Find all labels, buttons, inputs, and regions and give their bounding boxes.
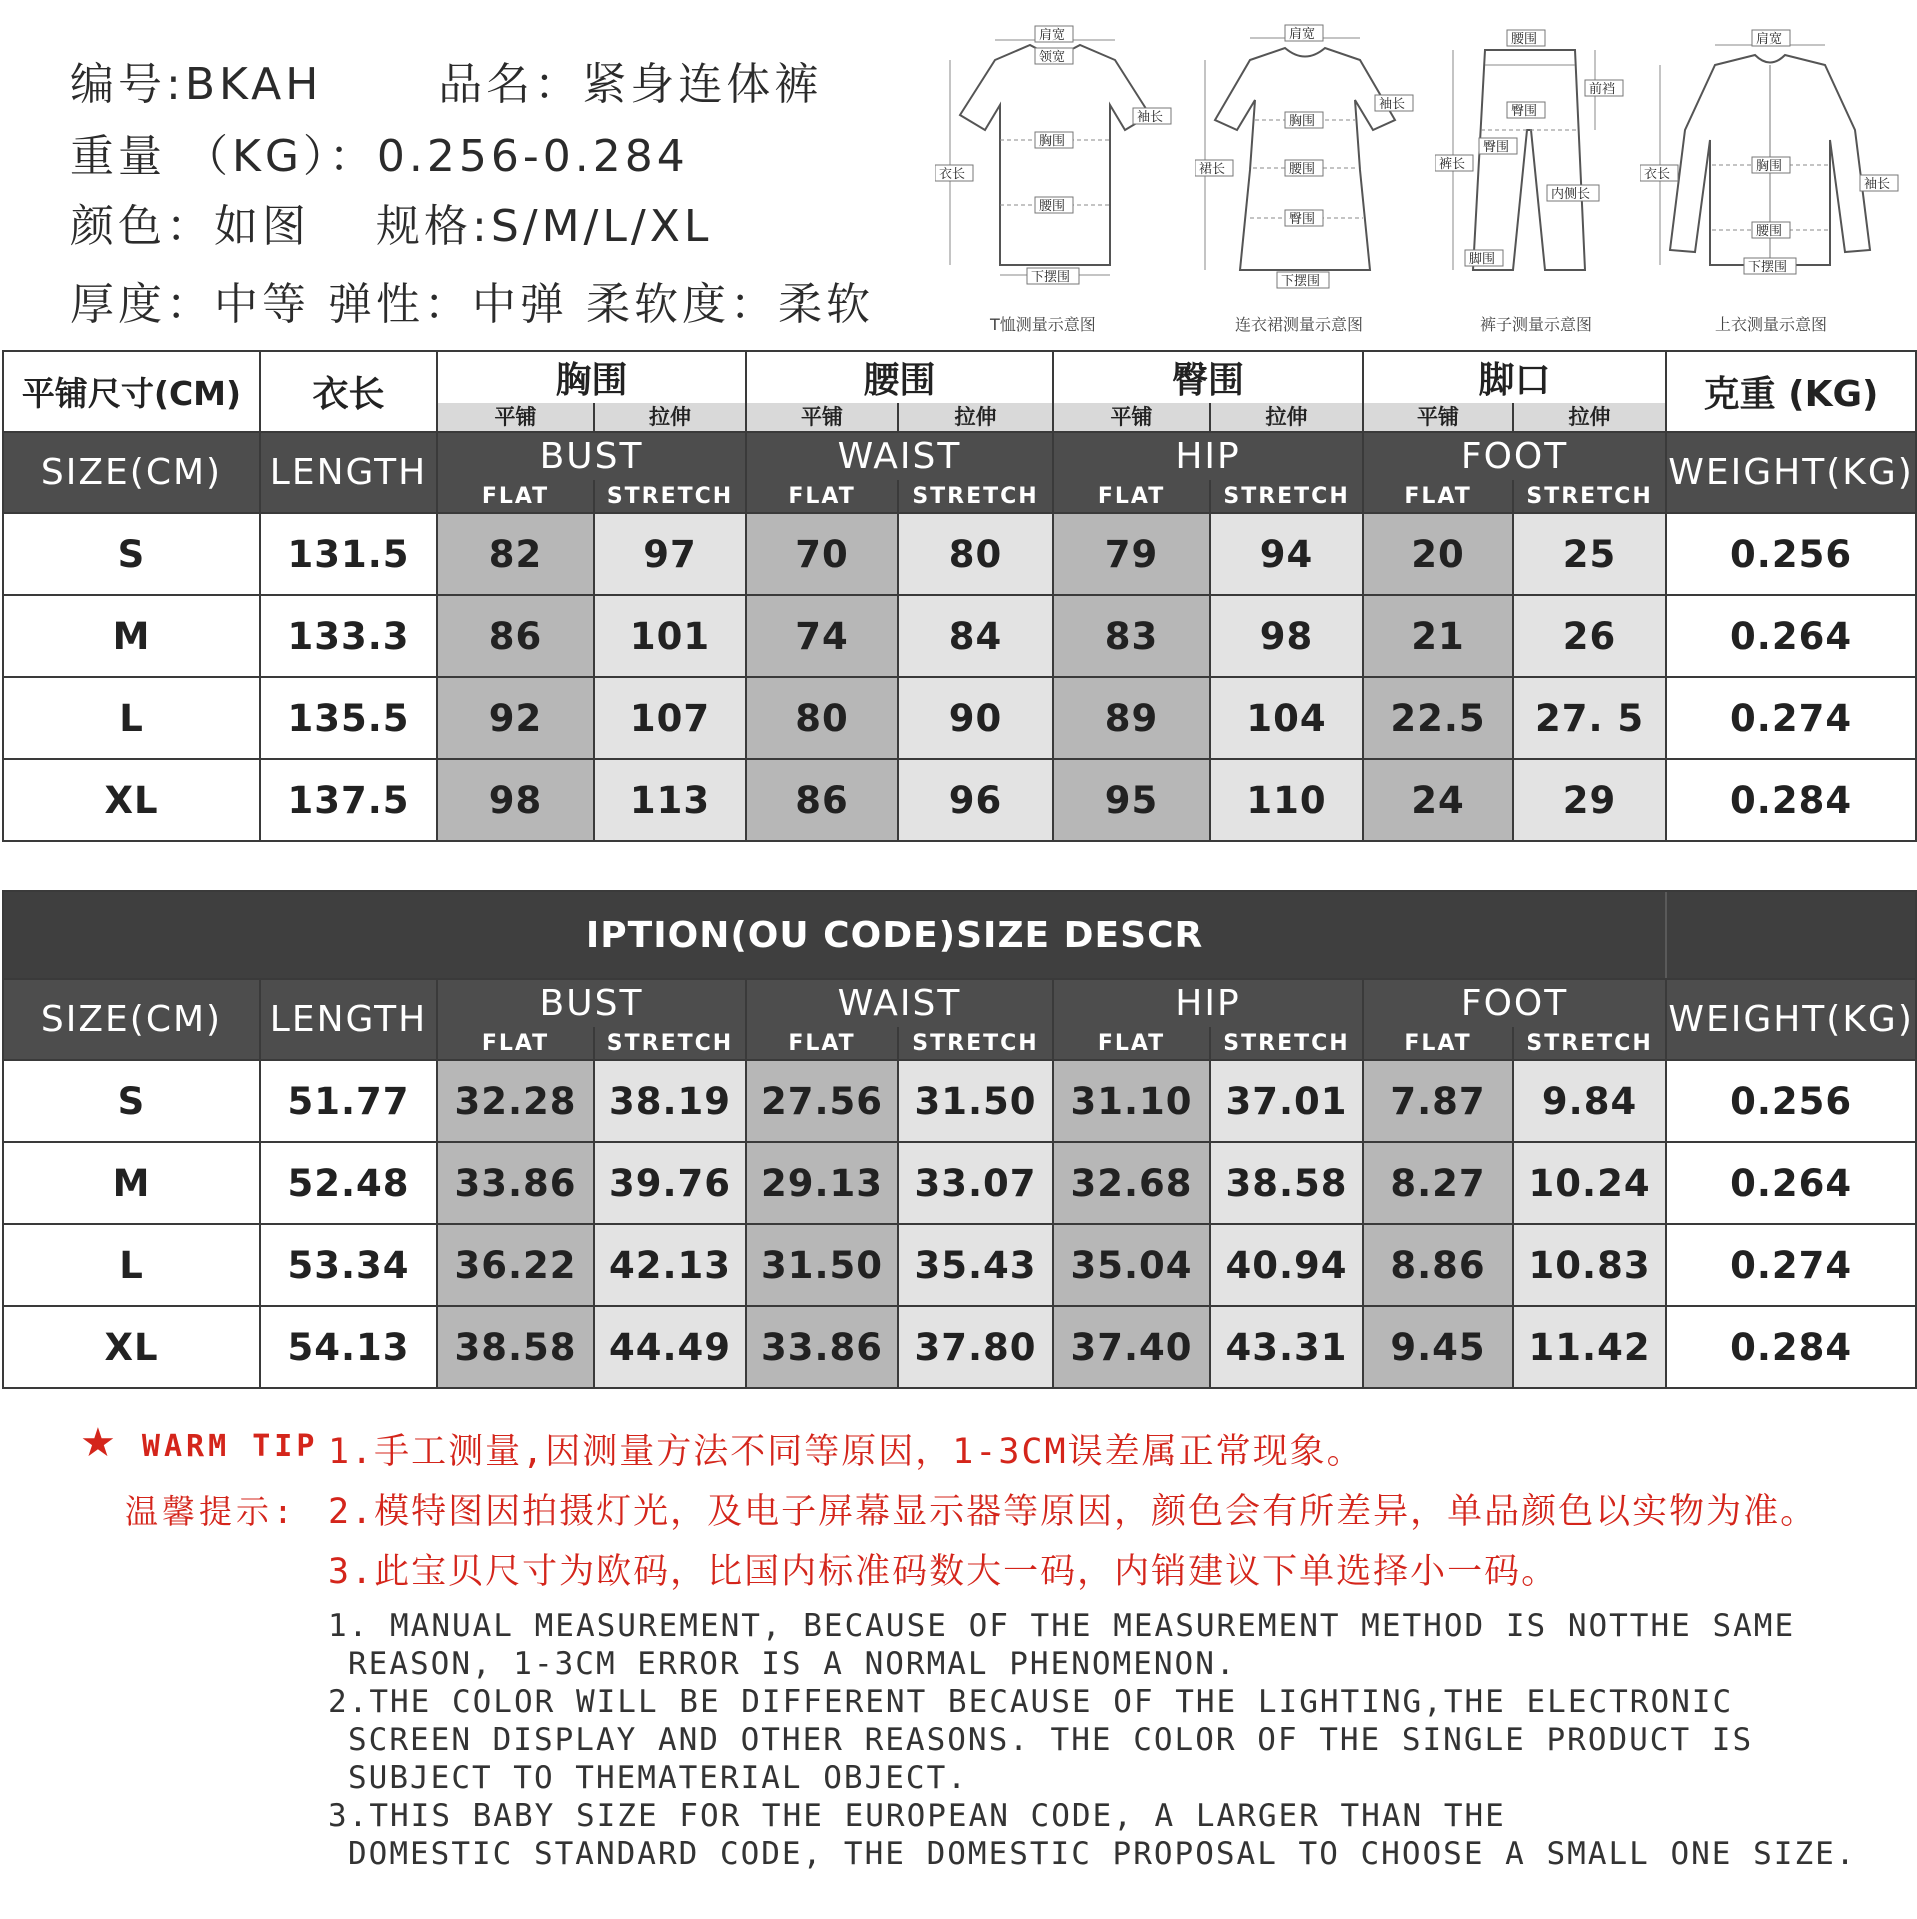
svg-text:肩宽: 肩宽 — [1756, 32, 1783, 47]
foot-flat-cell: 9.45 — [1363, 1306, 1513, 1388]
foot-stretch-cell: 10.83 — [1513, 1224, 1666, 1306]
hip-stretch-cell: 38.58 — [1210, 1142, 1363, 1224]
cn-stretch-label: 拉伸 — [898, 403, 1053, 432]
warm-tip-cn-label: 温馨提示: — [125, 1492, 297, 1531]
en-flat-label: FLAT — [437, 480, 594, 513]
waist-stretch-cell: 35.43 — [898, 1224, 1053, 1306]
bust-stretch-cell: 44.49 — [594, 1306, 746, 1388]
size-cell: S — [3, 1060, 260, 1142]
waist-stretch-cell: 96 — [898, 759, 1053, 841]
length-cell: 54.13 — [260, 1306, 437, 1388]
hip-flat-cell: 31.10 — [1053, 1060, 1210, 1142]
foot-flat-cell: 21 — [1363, 595, 1513, 677]
cn-flat-label: 平铺 — [1363, 403, 1513, 432]
en-size-header: SIZE(CM) — [3, 432, 260, 513]
en-stretch-label: STRETCH — [898, 480, 1053, 513]
table-row — [3, 1306, 1916, 1388]
svg-text:胸围: 胸围 — [1039, 134, 1066, 149]
cn-flat-label: 平铺 — [437, 403, 594, 432]
banner-spacer — [1666, 891, 1916, 979]
waist-flat-cell: 29.13 — [746, 1142, 898, 1224]
waist-flat-cell: 86 — [746, 759, 898, 841]
foot-stretch-cell: 26 — [1513, 595, 1666, 677]
size-description-banner: IPTION(OU CODE)SIZE DESCR — [3, 891, 1666, 979]
product-code: 编号:BKAH — [70, 59, 323, 110]
length-cell: 52.48 — [260, 1142, 437, 1224]
en-stretch-label: STRETCH — [1513, 1027, 1666, 1060]
tip-en-line-2: REASON, 1-3CM ERROR IS A NORMAL PHENOMENON. — [348, 1646, 1237, 1682]
foot-flat-cell: 8.86 — [1363, 1224, 1513, 1306]
diagram-caption: 裤子测量示意图 — [1480, 315, 1593, 334]
product-color: 颜色：如图 — [70, 201, 310, 252]
size-cell: S — [3, 513, 260, 595]
diagram-caption: 连衣裙测量示意图 — [1235, 315, 1364, 334]
warm-tip-label — [80, 1420, 318, 1466]
en-size-header: SIZE(CM) — [3, 979, 260, 1060]
en-flat-label: FLAT — [746, 1027, 898, 1060]
size-cell: M — [3, 595, 260, 677]
product-weight: 重量 （KG）：0.256-0.284 — [70, 131, 689, 182]
bust-stretch-cell: 42.13 — [594, 1224, 746, 1306]
hip-stretch-cell: 94 — [1210, 513, 1363, 595]
svg-text:腰围: 腰围 — [1289, 162, 1316, 177]
bust-flat-cell: 98 — [437, 759, 594, 841]
svg-text:下摆围: 下摆围 — [1748, 260, 1788, 275]
length-cell: 51.77 — [260, 1060, 437, 1142]
diagram-caption: T恤测量示意图 — [990, 315, 1096, 334]
svg-text:衣长: 衣长 — [1644, 167, 1671, 182]
waist-flat-cell: 74 — [746, 595, 898, 677]
svg-text:脚围: 脚围 — [1469, 252, 1496, 267]
svg-text:袖长: 袖长 — [1137, 110, 1164, 125]
en-length-header: LENGTH — [260, 979, 437, 1060]
hip-stretch-cell: 43.31 — [1210, 1306, 1363, 1388]
foot-stretch-cell: 9.84 — [1513, 1060, 1666, 1142]
pants-outline-icon — [1435, 20, 1625, 290]
en-flat-label: FLAT — [1053, 1027, 1210, 1060]
en-length-header: LENGTH — [260, 432, 437, 513]
waist-flat-cell: 80 — [746, 677, 898, 759]
weight-cell: 0.274 — [1666, 1224, 1916, 1306]
product-name: 品名：紧身连体裤 — [438, 59, 823, 110]
en-foot-header: FOOT — [1363, 432, 1666, 480]
foot-flat-cell: 7.87 — [1363, 1060, 1513, 1142]
hip-stretch-cell: 104 — [1210, 677, 1363, 759]
inch-data-rows — [3, 1060, 1916, 1388]
table-row — [3, 677, 1916, 759]
pants-diagram — [1435, 20, 1625, 334]
hip-flat-cell: 35.04 — [1053, 1224, 1210, 1306]
svg-text:臀围: 臀围 — [1483, 140, 1510, 155]
bust-stretch-cell: 107 — [594, 677, 746, 759]
waist-stretch-cell: 90 — [898, 677, 1053, 759]
waist-stretch-cell: 37.80 — [898, 1306, 1053, 1388]
hip-flat-cell: 89 — [1053, 677, 1210, 759]
svg-text:腰围: 腰围 — [1511, 32, 1538, 47]
weight-cell: 0.256 — [1666, 513, 1916, 595]
table-row — [3, 595, 1916, 677]
tip-en-line-5: SUBJECT TO THEMATERIAL OBJECT. — [348, 1760, 968, 1796]
size-table-inch — [2, 890, 1917, 1389]
hip-stretch-cell: 98 — [1210, 595, 1363, 677]
hip-stretch-cell: 37.01 — [1210, 1060, 1363, 1142]
weight-cell: 0.274 — [1666, 677, 1916, 759]
dress-outline-icon — [1195, 20, 1415, 290]
svg-text:腰围: 腰围 — [1039, 199, 1066, 214]
waist-stretch-cell: 31.50 — [898, 1060, 1053, 1142]
cn-stretch-label: 拉伸 — [1513, 403, 1666, 432]
foot-flat-cell: 20 — [1363, 513, 1513, 595]
bust-flat-cell: 92 — [437, 677, 594, 759]
tip-cn-3: 3.此宝贝尺寸为欧码，比国内标准码数大一码，内销建议下单选择小一码。 — [328, 1552, 1559, 1592]
foot-flat-cell: 8.27 — [1363, 1142, 1513, 1224]
length-cell: 131.5 — [260, 513, 437, 595]
svg-text:前裆: 前裆 — [1589, 82, 1616, 97]
en-stretch-label: STRETCH — [1210, 480, 1363, 513]
svg-text:肩宽: 肩宽 — [1289, 27, 1316, 42]
weight-cell: 0.264 — [1666, 1142, 1916, 1224]
tip-en-line-1: 1. MANUAL MEASUREMENT, BECAUSE OF THE MEASUREMENT METHOD IS NOTTHE SAME — [328, 1608, 1796, 1644]
product-code-and-name — [70, 48, 822, 112]
hip-flat-cell: 83 — [1053, 595, 1210, 677]
table-row — [3, 759, 1916, 841]
bust-stretch-cell: 113 — [594, 759, 746, 841]
jacket-outline-icon — [1640, 20, 1900, 290]
table-row — [3, 1224, 1916, 1306]
table-row — [3, 1060, 1916, 1142]
hip-flat-cell: 32.68 — [1053, 1142, 1210, 1224]
cn-hip-header: 臀围 — [1053, 351, 1363, 403]
svg-text:胸围: 胸围 — [1756, 159, 1783, 174]
bust-flat-cell: 82 — [437, 513, 594, 595]
svg-text:裙长: 裙长 — [1199, 162, 1226, 177]
waist-stretch-cell: 80 — [898, 513, 1053, 595]
foot-stretch-cell: 27. 5 — [1513, 677, 1666, 759]
svg-text:臀围: 臀围 — [1511, 104, 1538, 119]
cn-stretch-label: 拉伸 — [594, 403, 746, 432]
en-flat-label: FLAT — [1363, 1027, 1513, 1060]
cn-length-header: 衣长 — [260, 351, 437, 432]
svg-text:衣长: 衣长 — [939, 167, 966, 182]
tip-en-line-4: SCREEN DISPLAY AND OTHER REASONS. THE COLOR OF THE SINGLE PRODUCT IS — [348, 1722, 1754, 1758]
product-sizes: 规格:S/M/L/XL — [376, 201, 713, 252]
svg-text:内侧长: 内侧长 — [1551, 187, 1591, 202]
svg-text:臀围: 臀围 — [1289, 212, 1316, 227]
cn-flat-label: 平铺 — [1053, 403, 1210, 432]
tip-cn-2: 2.模特图因拍摄灯光，及电子屏幕显示器等原因，颜色会有所差异，单品颜色以实物为准。 — [328, 1492, 1818, 1532]
hip-flat-cell: 37.40 — [1053, 1306, 1210, 1388]
bust-flat-cell: 33.86 — [437, 1142, 594, 1224]
en-flat-label: FLAT — [437, 1027, 594, 1060]
foot-flat-cell: 22.5 — [1363, 677, 1513, 759]
svg-text:裤长: 裤长 — [1439, 157, 1466, 172]
hip-flat-cell: 79 — [1053, 513, 1210, 595]
cn-weight-header: 克重 (KG) — [1666, 351, 1916, 432]
svg-text:下摆围: 下摆围 — [1281, 274, 1321, 289]
dress-diagram — [1195, 20, 1415, 334]
hip-stretch-cell: 110 — [1210, 759, 1363, 841]
table-row — [3, 513, 1916, 595]
hip-stretch-cell: 40.94 — [1210, 1224, 1363, 1306]
en-flat-label: FLAT — [1363, 480, 1513, 513]
bust-stretch-cell: 97 — [594, 513, 746, 595]
en-hip-header: HIP — [1053, 432, 1363, 480]
svg-text:袖长: 袖长 — [1379, 97, 1406, 112]
color-and-sizes — [70, 190, 712, 254]
waist-flat-cell: 27.56 — [746, 1060, 898, 1142]
hip-flat-cell: 95 — [1053, 759, 1210, 841]
en-stretch-label: STRETCH — [594, 480, 746, 513]
length-cell: 137.5 — [260, 759, 437, 841]
weight-cell: 0.256 — [1666, 1060, 1916, 1142]
foot-flat-cell: 24 — [1363, 759, 1513, 841]
length-cell: 133.3 — [260, 595, 437, 677]
bust-stretch-cell: 39.76 — [594, 1142, 746, 1224]
foot-stretch-cell: 29 — [1513, 759, 1666, 841]
en-weight-header: WEIGHT(KG) — [1666, 979, 1916, 1060]
cn-bust-header: 胸围 — [437, 351, 746, 403]
svg-text:袖长: 袖长 — [1864, 177, 1891, 192]
length-cell: 53.34 — [260, 1224, 437, 1306]
en-waist-header: WAIST — [746, 432, 1053, 480]
length-cell: 135.5 — [260, 677, 437, 759]
size-table-cm — [2, 350, 1917, 842]
weight-cell: 0.284 — [1666, 1306, 1916, 1388]
size-cell: XL — [3, 1306, 260, 1388]
star-icon: ★ — [80, 1420, 120, 1466]
en-flat-label: FLAT — [1053, 480, 1210, 513]
svg-text:腰围: 腰围 — [1756, 224, 1783, 239]
bust-flat-cell: 86 — [437, 595, 594, 677]
size-cell: XL — [3, 759, 260, 841]
waist-flat-cell: 31.50 — [746, 1224, 898, 1306]
tip-cn-1: 1.手工测量,因测量方法不同等原因，1-3CM误差属正常现象。 — [328, 1432, 1364, 1472]
size-cell: L — [3, 677, 260, 759]
cn-size-header: 平铺尺寸(CM) — [3, 351, 260, 432]
cn-waist-header: 腰围 — [746, 351, 1053, 403]
tip-en-line-3: 2.THE COLOR WILL BE DIFFERENT BECAUSE OF THE LIGHTING,THE ELECTRONIC — [328, 1684, 1734, 1720]
weight-cell: 0.264 — [1666, 595, 1916, 677]
en-waist-header: WAIST — [746, 979, 1053, 1027]
jacket-diagram — [1640, 20, 1900, 334]
size-cell: M — [3, 1142, 260, 1224]
bust-flat-cell: 38.58 — [437, 1306, 594, 1388]
en-stretch-label: STRETCH — [1513, 480, 1666, 513]
en-stretch-label: STRETCH — [1210, 1027, 1363, 1060]
cn-foot-header: 脚口 — [1363, 351, 1666, 403]
warm-tip-text: WARM TIP — [141, 1429, 319, 1464]
tip-en-line-6: 3.THIS BABY SIZE FOR THE EUROPEAN CODE, A LARGER THAN THE — [328, 1798, 1506, 1834]
foot-stretch-cell: 10.24 — [1513, 1142, 1666, 1224]
en-bust-header: BUST — [437, 979, 746, 1027]
svg-text:下摆围: 下摆围 — [1031, 270, 1071, 285]
en-flat-label: FLAT — [746, 480, 898, 513]
en-weight-header: WEIGHT(KG) — [1666, 432, 1916, 513]
cn-flat-label: 平铺 — [746, 403, 898, 432]
tshirt-diagram — [935, 20, 1175, 334]
svg-text:肩宽: 肩宽 — [1039, 28, 1066, 43]
tip-en-line-7: DOMESTIC STANDARD CODE, THE DOMESTIC PROPOSAL TO CHOOSE A SMALL ONE SIZE. — [348, 1836, 1857, 1872]
svg-text:胸围: 胸围 — [1289, 114, 1316, 129]
waist-flat-cell: 33.86 — [746, 1306, 898, 1388]
waist-flat-cell: 70 — [746, 513, 898, 595]
en-stretch-label: STRETCH — [594, 1027, 746, 1060]
bust-stretch-cell: 101 — [594, 595, 746, 677]
tshirt-outline-icon — [935, 20, 1175, 290]
waist-stretch-cell: 33.07 — [898, 1142, 1053, 1224]
en-hip-header: HIP — [1053, 979, 1363, 1027]
en-foot-header: FOOT — [1363, 979, 1666, 1027]
en-stretch-label: STRETCH — [898, 1027, 1053, 1060]
diagram-caption: 上衣测量示意图 — [1715, 315, 1828, 334]
bust-flat-cell: 32.28 — [437, 1060, 594, 1142]
waist-stretch-cell: 84 — [898, 595, 1053, 677]
weight-cell: 0.284 — [1666, 759, 1916, 841]
cn-stretch-label: 拉伸 — [1210, 403, 1363, 432]
svg-text:领宽: 领宽 — [1039, 50, 1066, 65]
bust-stretch-cell: 38.19 — [594, 1060, 746, 1142]
bust-flat-cell: 36.22 — [437, 1224, 594, 1306]
en-bust-header: BUST — [437, 432, 746, 480]
cm-data-rows — [3, 513, 1916, 841]
foot-stretch-cell: 25 — [1513, 513, 1666, 595]
fabric-properties: 厚度：中等 弹性：中弹 柔软度：柔软 — [70, 279, 874, 330]
size-cell: L — [3, 1224, 260, 1306]
foot-stretch-cell: 11.42 — [1513, 1306, 1666, 1388]
table-row — [3, 1142, 1916, 1224]
